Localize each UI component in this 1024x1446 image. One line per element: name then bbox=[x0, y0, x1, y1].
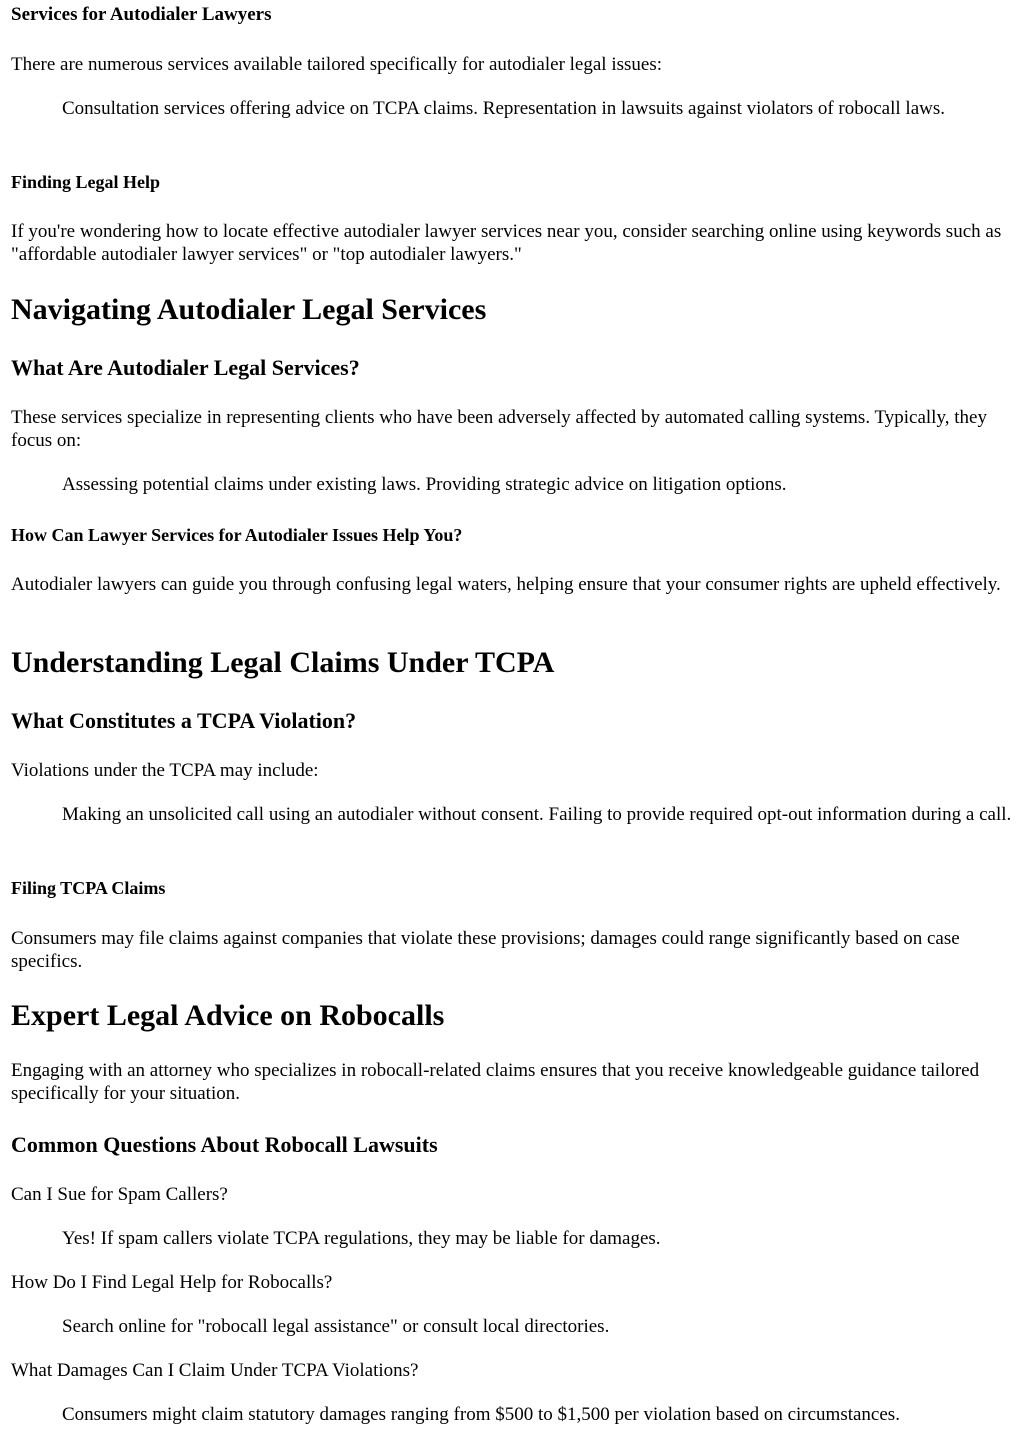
faq-answer: Search online for "robocall legal assistance" or consult local directories. bbox=[62, 1316, 610, 1337]
paragraph-how-can-help: Autodialer lawyers can guide you through confusing legal waters, helping ensure that your consumer rights are upheld effectively. bbox=[11, 574, 1001, 595]
heading-how-can-lawyer-services-help: How Can Lawyer Services for Autodialer Issues Help You? bbox=[11, 525, 463, 545]
paragraph-filing-tcpa-claims: Consumers may file claims against companies that violate these provisions; damages could range significantly based on case specifics. bbox=[11, 928, 960, 972]
heading-expert-legal-advice-on-robocalls: Expert Legal Advice on Robocalls bbox=[11, 999, 445, 1032]
blockquote-violation-examples: Making an unsolicited call using an autodialer without consent. Failing to provide required opt-out information during a call. bbox=[62, 804, 1012, 825]
paragraph-finding-legal-help: If you're wondering how to locate effective autodialer lawyer services near you, consider searching online using keywords such as "affordable autodialer lawyer services" or "top autodialer lawyers." bbox=[11, 221, 1002, 265]
blockquote-services-focus: Assessing potential claims under existing laws. Providing strategic advice on litigation options. bbox=[62, 474, 787, 495]
heading-filing-tcpa-claims: Filing TCPA Claims bbox=[11, 878, 166, 898]
heading-what-constitutes-tcpa-violation: What Constitutes a TCPA Violation? bbox=[11, 708, 357, 733]
faq-question: Can I Sue for Spam Callers? bbox=[11, 1184, 228, 1205]
heading-common-questions-robocall-lawsuits: Common Questions About Robocall Lawsuits bbox=[11, 1132, 438, 1157]
heading-services-for-autodialer-lawyers: Services for Autodialer Lawyers bbox=[11, 4, 272, 25]
paragraph-services-intro: There are numerous services available tailored specifically for autodialer legal issues: bbox=[11, 54, 663, 75]
faq-question: What Damages Can I Claim Under TCPA Violations? bbox=[11, 1360, 419, 1381]
paragraph-what-are-services: These services specialize in representing clients who have been adversely affected by automated calling systems. Typically, they focus on: bbox=[11, 407, 987, 451]
heading-understanding-legal-claims-under-tcpa: Understanding Legal Claims Under TCPA bbox=[11, 646, 555, 679]
faq-question: How Do I Find Legal Help for Robocalls? bbox=[11, 1272, 333, 1293]
faq-answer: Consumers might claim statutory damages ranging from $500 to $1,500 per violation based on circumstances. bbox=[62, 1404, 900, 1425]
paragraph-expert-legal-advice: Engaging with an attorney who specializes in robocall-related claims ensures that you receive knowledgeable guidance tailored specifically for your situation. bbox=[11, 1060, 980, 1104]
blockquote-services-list: Consultation services offering advice on TCPA claims. Representation in lawsuits against violators of robocall laws. bbox=[62, 98, 945, 119]
heading-finding-legal-help: Finding Legal Help bbox=[11, 172, 161, 192]
heading-navigating-autodialer-legal-services: Navigating Autodialer Legal Services bbox=[11, 293, 487, 326]
heading-what-are-autodialer-legal-services: What Are Autodialer Legal Services? bbox=[11, 355, 360, 380]
faq-answer: Yes! If spam callers violate TCPA regulations, they may be liable for damages. bbox=[62, 1228, 661, 1249]
paragraph-violations-include: Violations under the TCPA may include: bbox=[11, 760, 319, 781]
